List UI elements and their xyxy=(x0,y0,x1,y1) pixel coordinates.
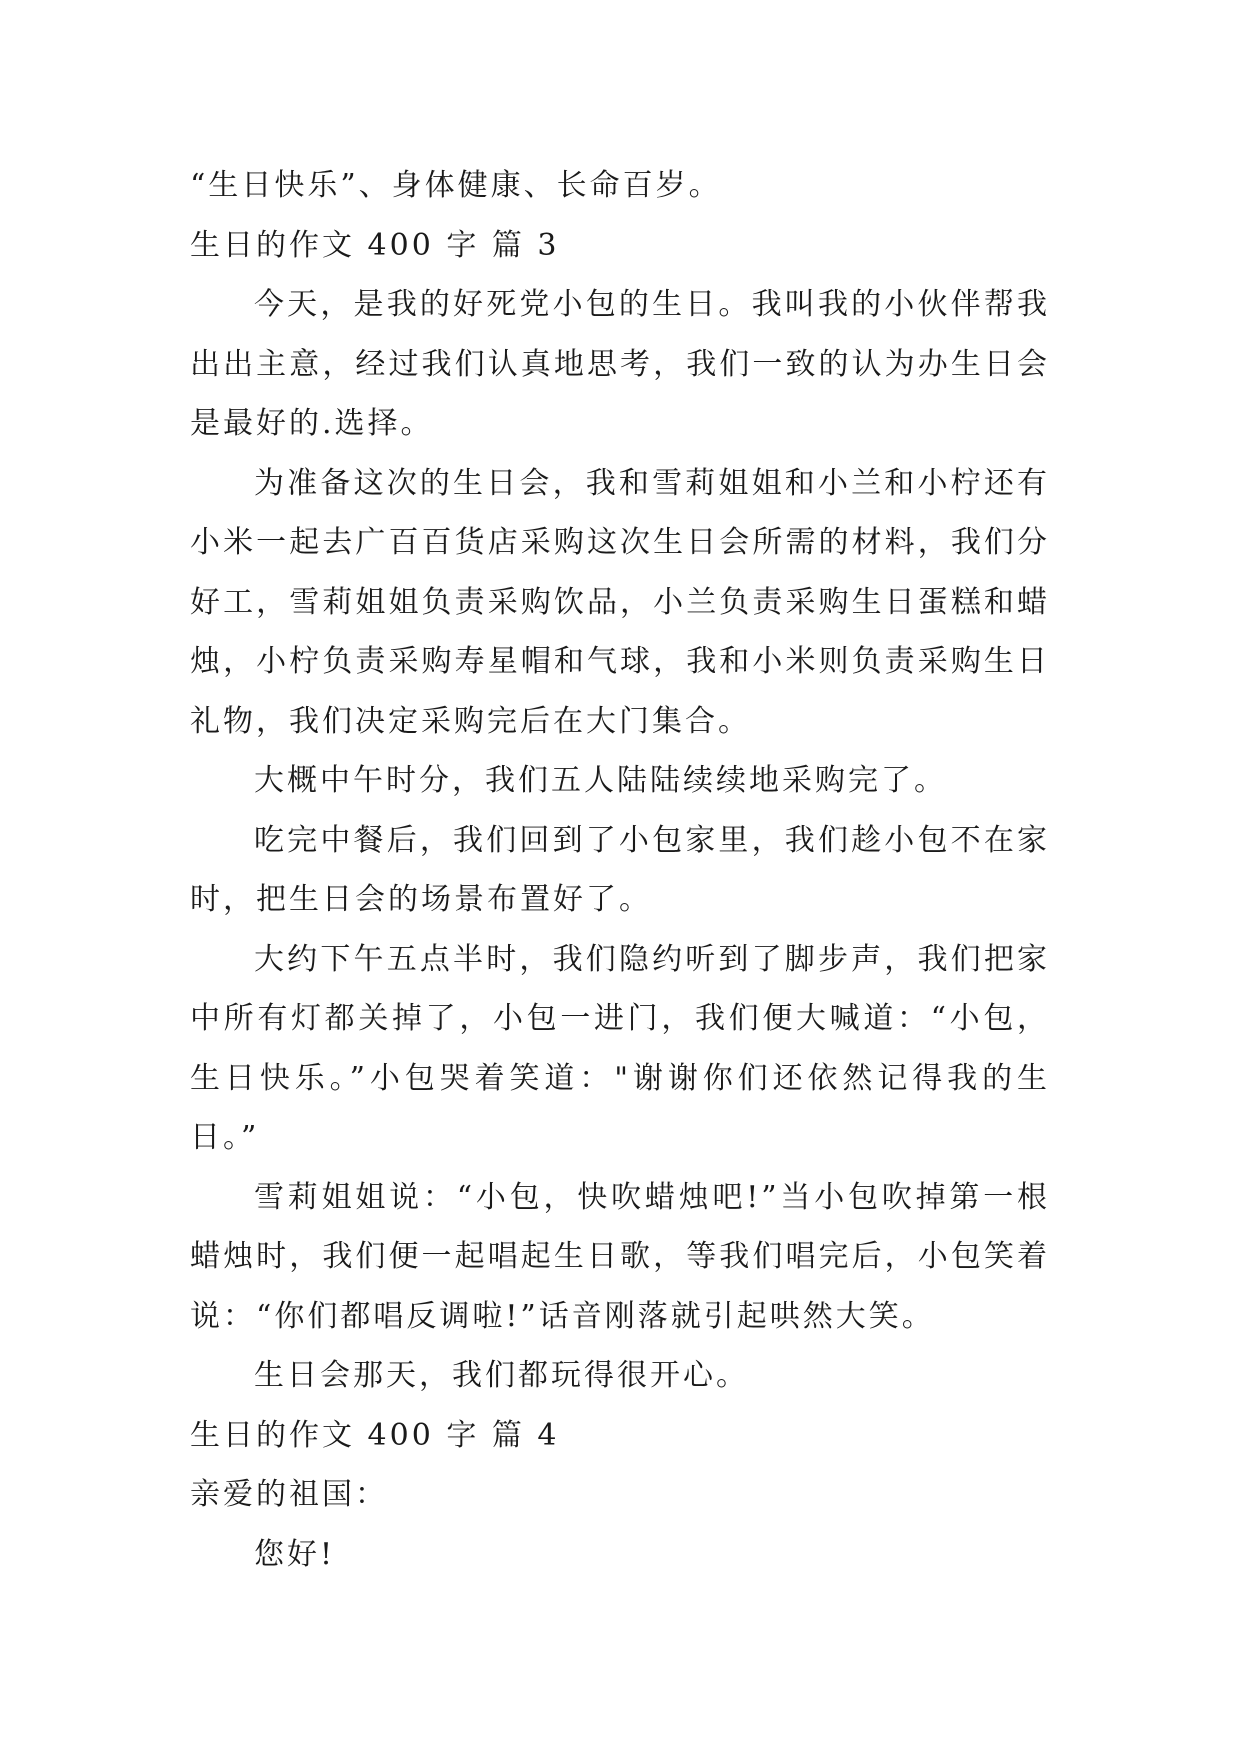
letter-salutation: 亲爱的祖国： xyxy=(190,1477,388,1512)
letter-greeting: 您好! xyxy=(254,1536,336,1572)
paragraph: 生日会那天，我们都玩得很开心。 xyxy=(254,1358,749,1393)
paragraph: 大概中午时分，我们五人陆陆续续地采购完了。 xyxy=(254,763,947,798)
document-body xyxy=(190,156,1050,1584)
paragraph: 雪莉姐姐说：“小包，快吹蜡烛吧!”当小包吹掉第一根蜡烛时，我们便一起唱起生日歌，等我们唱完后，小包笑着说：“你们都唱反调啦!”话音刚落就引起哄然大笑。 xyxy=(190,1179,1050,1334)
paragraph: 吃完中餐后，我们回到了小包家里，我们趁小包不在家时，把生日会的场景布置好了。 xyxy=(190,822,1050,917)
continued-text-line: “生日快乐”、身体健康、长命百岁。 xyxy=(190,168,722,203)
paragraph: 今天，是我的好死党小包的生日。我叫我的小伙伴帮我出出主意，经过我们认真地思考，我们一致的认为办生日会是最好的.选择。 xyxy=(190,287,1050,441)
paragraph: 为准备这次的生日会，我和雪莉姐姐和小兰和小柠还有小米一起去广百百货店采购这次生日会所需的材料，我们分好工，雪莉姐姐负责采购饮品，小兰负责采购生日蛋糕和蜡烛，小柠负责采购寿星帽和气球，我和小米则负责采购生日礼物，我们决定采购完后在大门集合。 xyxy=(190,465,1050,739)
paragraph: 大约下午五点半时，我们隐约听到了脚步声，我们把家中所有灯都关掉了，小包一进门，我们便大喊道：“小包，生日快乐。”小包哭着笑道："谢谢你们还依然记得我的生日。” xyxy=(190,941,1050,1155)
section-heading-3: 生日的作文 400 字 篇 3 xyxy=(190,227,560,263)
section-heading-4: 生日的作文 400 字 篇 4 xyxy=(190,1417,560,1453)
